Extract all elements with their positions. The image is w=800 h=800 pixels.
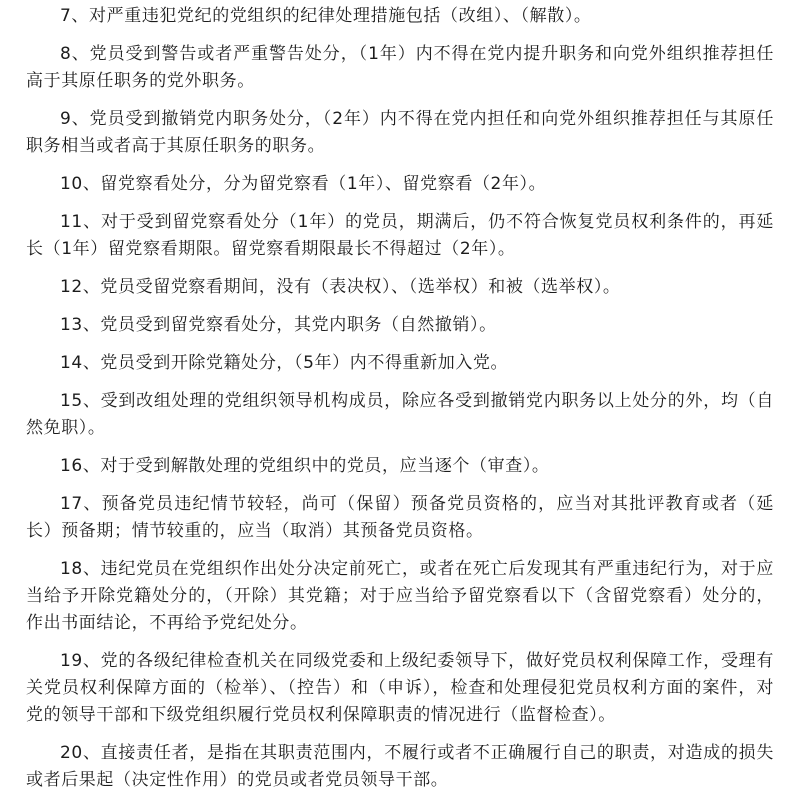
item-9: 9、党员受到撤销党内职务处分，（2年）内不得在党内担任和向党外组织推荐担任与其原任职务相当或者高于其原任职务的职务。 bbox=[26, 109, 774, 156]
item-11: 11、对于受到留党察看处分（1年）的党员，期满后，仍不符合恢复党员权利条件的，再延长（1年）留党察看期限。留党察看期限最长不得超过（2年）。 bbox=[26, 212, 774, 259]
item-8: 8、党员受到警告或者严重警告处分，（1年）内不得在党内提升职务和向党外组织推荐担任高于其原任职务的党外职务。 bbox=[26, 44, 774, 91]
item-18: 18、违纪党员在党组织作出处分决定前死亡，或者在死亡后发现其有严重违纪行为，对于应当给予开除党籍处分的，（开除）其党籍；对于应当给予留党察看以下（含留党察看）处分的，作出书面结论，不再给予党纪处分。 bbox=[26, 559, 774, 633]
item-15: 15、受到改组处理的党组织领导机构成员，除应各受到撤销党内职务以上处分的外，均（自然免职）。 bbox=[26, 391, 774, 438]
item-16: 16、对于受到解散处理的党组织中的党员，应当逐个（审查）。 bbox=[60, 456, 550, 476]
item-10: 10、留党察看处分，分为留党察看（1年）、留党察看（2年）。 bbox=[60, 174, 547, 194]
item-14: 14、党员受到开除党籍处分，（5年）内不得重新加入党。 bbox=[60, 353, 509, 373]
item-17: 17、预备党员违纪情节较轻，尚可（保留）预备党员资格的，应当对其批评教育或者（延长）预备期；情节较重的，应当（取消）其预备党员资格。 bbox=[26, 494, 774, 541]
item-19: 19、党的各级纪律检查机关在同级党委和上级纪委领导下，做好党员权利保障工作，受理有关党员权利保障方面的（检举）、（控告）和（申诉），检查和处理侵犯党员权利方面的案件，对党的领导干部和下级党组织履行党员权利保障职责的情况进行（监督检查）。 bbox=[26, 651, 774, 725]
item-7: 7、对严重违犯党纪的党组织的纪律处理措施包括（改组）、（解散）。 bbox=[60, 6, 592, 26]
item-12: 12、党员受留党察看期间，没有（表决权）、（选举权）和被（选举权）。 bbox=[60, 277, 621, 297]
item-20: 20、直接责任者，是指在其职责范围内，不履行或者不正确履行自己的职责，对造成的损失或者后果起（决定性作用）的党员或者党员领导干部。 bbox=[26, 743, 774, 790]
item-13: 13、党员受到留党察看处分，其党内职务（自然撤销）。 bbox=[60, 315, 497, 335]
